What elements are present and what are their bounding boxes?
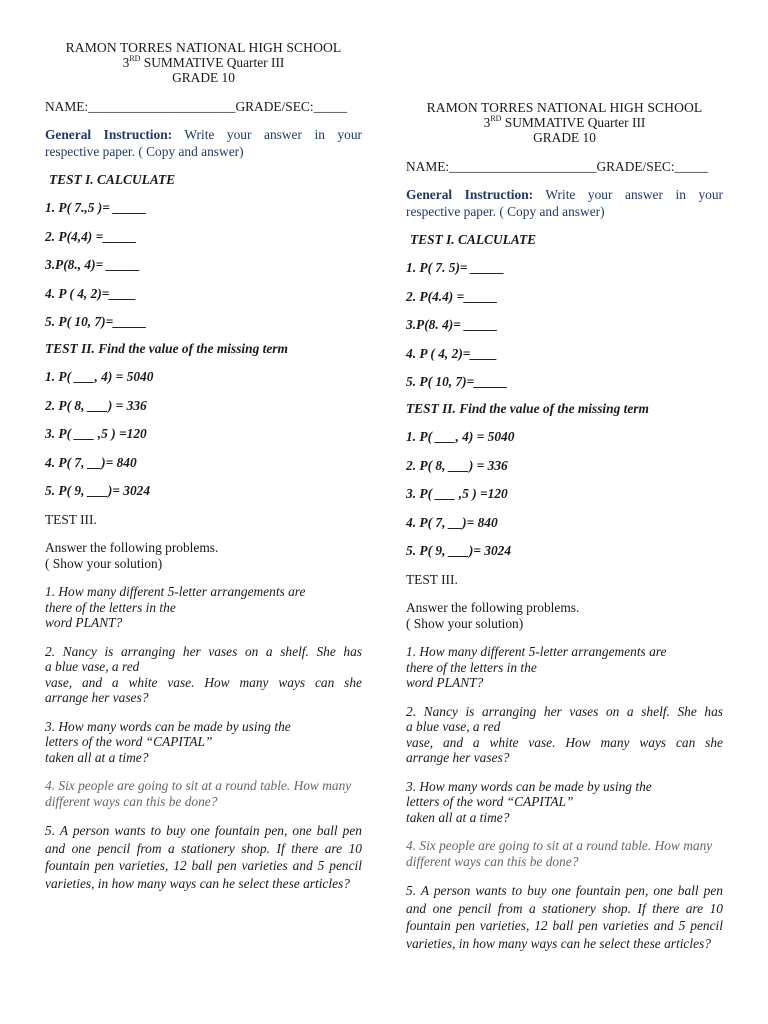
test-1-item: 4. P ( 4, 2)=____ — [406, 345, 498, 361]
test-2-item: 1. P( ___, 4) = 5040 — [406, 429, 515, 444]
problem-4: 4. Six people are going to sit at a round table. How many different ways can this be done? — [406, 838, 713, 869]
header — [406, 100, 723, 145]
test-2-item: 3. P( ___ ,5 ) =120 — [406, 486, 508, 501]
test-3-title: TEST III. — [406, 571, 458, 587]
problem-5: 5. A person wants to buy one fountain pen, one ball pen and one pencil from a stationery shop. If there are 10 fountain pen varieties, 12 ball pen varieties and 5 pencil varieties, in how many ways can he select these articles? — [45, 823, 362, 891]
problem-1: 1. How many different 5-letter arrangements are there of the letters in the word PLANT? — [406, 644, 667, 690]
test-1-item: 5. P( 10, 7)=_____ — [406, 374, 508, 389]
test-2-title: TEST II. Find the value of the missing term — [406, 400, 649, 416]
test-2-item: 1. P( ___, 4) = 5040 — [45, 369, 154, 384]
school-name: RAMON TORRES NATIONAL HIGH SCHOOL — [65, 40, 342, 55]
test-2-item: 2. P( 8, ___) = 336 — [406, 457, 508, 473]
problem-2: 2. Nancy is arranging her vases on a shelf. She has a blue vase, a red vase, and a white vase. How many ways can she arrange her vases? — [45, 643, 362, 705]
test-1-item: 2. P(4,4) =_____ — [45, 228, 137, 244]
summative-title: 3RD SUMMATIVE Quarter III — [483, 113, 646, 130]
test-2-item: 4. P( 7, __)= 840 — [45, 454, 137, 470]
grade-level: GRADE 10 — [533, 130, 596, 145]
header — [45, 40, 362, 85]
problem-1: 1. How many different 5-letter arrangements are there of the letters in the word PLANT? — [45, 584, 306, 630]
school-name: RAMON TORRES NATIONAL HIGH SCHOOL — [426, 100, 703, 115]
test-3-instruction: Answer the following problems. ( Show your solution) — [406, 600, 580, 631]
general-instruction: General Instruction: Write your answer in your respective paper. ( Copy and answer) — [406, 186, 723, 219]
test-3-title: TEST III. — [45, 511, 97, 527]
test-1 — [45, 172, 362, 188]
general-instruction: General Instruction: Write your answer in your respective paper. ( Copy and answer) — [45, 126, 362, 159]
grade-level: GRADE 10 — [172, 70, 235, 85]
test-2-item: 4. P( 7, __)= 840 — [406, 514, 498, 530]
problem-5: 5. A person wants to buy one fountain pen, one ball pen and one pencil from a stationery shop. If there are 10 fountain pen varieties, 12 ball pen varieties and 5 pencil varieties, in how many ways can he select these articles? — [406, 883, 723, 951]
test-1-item: 4. P ( 4, 2)=____ — [45, 285, 137, 301]
test-2-item: 5. P( 9, ___)= 3024 — [45, 483, 151, 498]
test-2-item: 5. P( 9, ___)= 3024 — [406, 543, 512, 558]
test-1 — [406, 232, 723, 248]
test-1-item: 2. P(4.4) =_____ — [406, 288, 498, 304]
summative-title: 3RD SUMMATIVE Quarter III — [122, 53, 285, 70]
name-grade-line: NAME:______________________GRADE/SEC:_____ — [406, 159, 709, 174]
test-1-title: TEST I. CALCULATE — [410, 231, 537, 247]
worksheet-left — [45, 40, 362, 892]
problem-4: 4. Six people are going to sit at a round table. How many different ways can this be done? — [45, 778, 352, 809]
test-3-instruction: Answer the following problems. ( Show your solution) — [45, 540, 219, 571]
test-2-item: 3. P( ___ ,5 ) =120 — [45, 426, 147, 441]
problem-3: 3. How many words can be made by using the letters of the word “CAPITAL” taken all at a time? — [406, 778, 652, 825]
test-1-item: 1. P( 7.,5 )= _____ — [45, 200, 147, 215]
name-grade-line: NAME:______________________GRADE/SEC:_____ — [45, 99, 348, 114]
problem-3: 3. How many words can be made by using the letters of the word “CAPITAL” taken all at a time? — [45, 718, 291, 765]
worksheet-right — [406, 100, 723, 952]
problem-2: 2. Nancy is arranging her vases on a shelf. She has a blue vase, a red vase, and a white vase. How many ways can she arrange her vases? — [406, 703, 723, 765]
test-2-title: TEST II. Find the value of the missing term — [45, 340, 288, 356]
test-1-title: TEST I. CALCULATE — [49, 171, 176, 187]
test-1-item: 3.P(8. 4)= _____ — [406, 317, 498, 332]
test-1-item: 5. P( 10, 7)=_____ — [45, 314, 147, 329]
test-2-item: 2. P( 8, ___) = 336 — [45, 397, 147, 413]
test-1-item: 1. P( 7. 5)= _____ — [406, 260, 505, 275]
test-1-item: 3.P(8., 4)= _____ — [45, 257, 141, 272]
